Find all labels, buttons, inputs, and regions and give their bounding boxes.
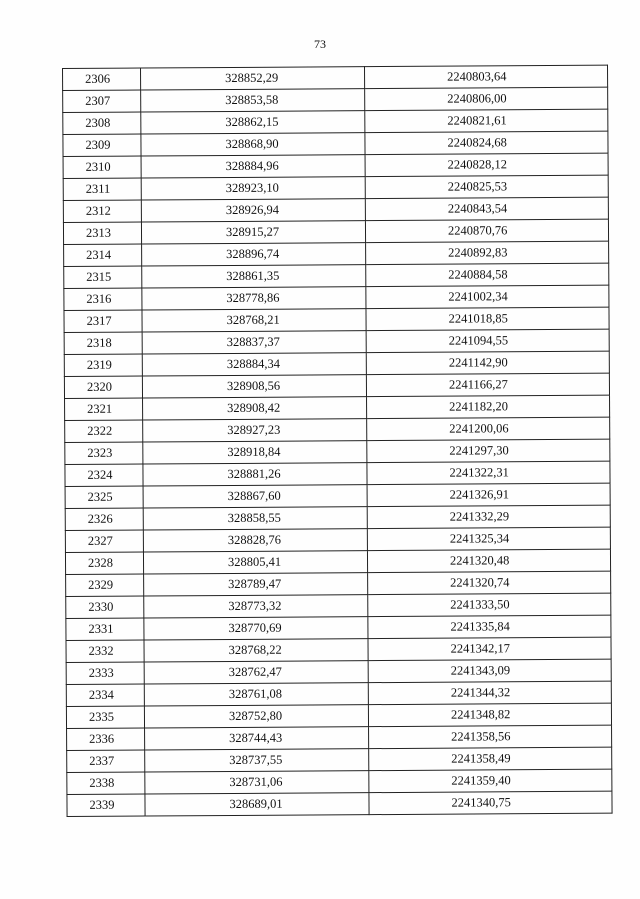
x-coordinate-cell: 328868,90 bbox=[141, 133, 365, 156]
x-coordinate-cell: 328926,94 bbox=[141, 199, 365, 222]
point-number-cell: 2336 bbox=[67, 728, 145, 750]
point-number-cell: 2330 bbox=[66, 596, 144, 618]
point-number-cell: 2322 bbox=[65, 420, 143, 442]
x-coordinate-cell: 328789,47 bbox=[144, 573, 368, 596]
x-coordinate-cell: 328762,47 bbox=[144, 661, 368, 684]
y-coordinate-cell: 2241333,50 bbox=[368, 593, 611, 616]
point-number-cell: 2311 bbox=[63, 178, 141, 200]
y-coordinate-cell: 2241094,55 bbox=[366, 329, 609, 352]
x-coordinate-cell: 328731,06 bbox=[145, 771, 369, 794]
y-coordinate-cell: 2241182,20 bbox=[367, 395, 610, 418]
point-number-cell: 2334 bbox=[66, 684, 144, 706]
x-coordinate-cell: 328915,27 bbox=[141, 221, 365, 244]
y-coordinate-cell: 2240825,53 bbox=[365, 175, 608, 198]
y-coordinate-cell: 2241358,49 bbox=[369, 747, 612, 770]
coordinates-table-body bbox=[63, 65, 613, 816]
x-coordinate-cell: 328761,08 bbox=[144, 683, 368, 706]
x-coordinate-cell: 328828,76 bbox=[143, 529, 367, 552]
point-number-cell: 2321 bbox=[65, 398, 143, 420]
point-number-cell: 2306 bbox=[63, 68, 141, 90]
x-coordinate-cell: 328884,34 bbox=[142, 353, 366, 376]
y-coordinate-cell: 2241359,40 bbox=[369, 769, 612, 792]
x-coordinate-cell: 328773,32 bbox=[144, 595, 368, 618]
point-number-cell: 2325 bbox=[65, 486, 143, 508]
page-number: 73 bbox=[314, 37, 326, 51]
y-coordinate-cell: 2240806,00 bbox=[365, 87, 608, 110]
point-number-cell: 2315 bbox=[64, 266, 142, 288]
x-coordinate-cell: 328770,69 bbox=[144, 617, 368, 640]
y-coordinate-cell: 2240821,61 bbox=[365, 109, 608, 132]
y-coordinate-cell: 2241326,91 bbox=[367, 483, 610, 506]
x-coordinate-cell: 328752,80 bbox=[144, 705, 368, 728]
y-coordinate-cell: 2241358,56 bbox=[369, 725, 612, 748]
point-number-cell: 2308 bbox=[63, 112, 141, 134]
x-coordinate-cell: 328918,84 bbox=[143, 441, 367, 464]
point-number-cell: 2307 bbox=[63, 90, 141, 112]
y-coordinate-cell: 2241332,29 bbox=[367, 505, 610, 528]
y-coordinate-cell: 2241343,09 bbox=[368, 659, 611, 682]
y-coordinate-cell: 2240870,76 bbox=[365, 219, 608, 242]
y-coordinate-cell: 2240843,54 bbox=[365, 197, 608, 220]
x-coordinate-cell: 328837,37 bbox=[142, 331, 366, 354]
x-coordinate-cell: 328744,43 bbox=[145, 727, 369, 750]
y-coordinate-cell: 2241200,06 bbox=[367, 417, 610, 440]
point-number-cell: 2318 bbox=[64, 332, 142, 354]
point-number-cell: 2326 bbox=[65, 508, 143, 530]
point-number-cell: 2314 bbox=[64, 244, 142, 266]
y-coordinate-cell: 2241342,17 bbox=[368, 637, 611, 660]
y-coordinate-cell: 2241297,30 bbox=[367, 439, 610, 462]
y-coordinate-cell: 2241002,34 bbox=[366, 285, 609, 308]
y-coordinate-cell: 2240828,12 bbox=[365, 153, 608, 176]
x-coordinate-cell: 328737,55 bbox=[145, 749, 369, 772]
x-coordinate-cell: 328852,29 bbox=[141, 67, 365, 90]
y-coordinate-cell: 2241344,32 bbox=[368, 681, 611, 704]
x-coordinate-cell: 328867,60 bbox=[143, 485, 367, 508]
y-coordinate-cell: 2240803,64 bbox=[364, 65, 607, 88]
x-coordinate-cell: 328862,15 bbox=[141, 111, 365, 134]
x-coordinate-cell: 328884,96 bbox=[141, 155, 365, 178]
x-coordinate-cell: 328896,74 bbox=[142, 243, 366, 266]
x-coordinate-cell: 328853,58 bbox=[141, 89, 365, 112]
point-number-cell: 2319 bbox=[64, 354, 142, 376]
y-coordinate-cell: 2241018,85 bbox=[366, 307, 609, 330]
x-coordinate-cell: 328881,26 bbox=[143, 463, 367, 486]
x-coordinate-cell: 328778,86 bbox=[142, 287, 366, 310]
y-coordinate-cell: 2241322,31 bbox=[367, 461, 610, 484]
point-number-cell: 2338 bbox=[67, 772, 145, 794]
y-coordinate-cell: 2241348,82 bbox=[368, 703, 611, 726]
y-coordinate-cell: 2241166,27 bbox=[366, 373, 609, 396]
x-coordinate-cell: 328858,55 bbox=[143, 507, 367, 530]
x-coordinate-cell: 328768,21 bbox=[142, 309, 366, 332]
point-number-cell: 2323 bbox=[65, 442, 143, 464]
point-number-cell: 2333 bbox=[66, 662, 144, 684]
y-coordinate-cell: 2241325,34 bbox=[367, 527, 610, 550]
y-coordinate-cell: 2241320,48 bbox=[367, 549, 610, 572]
y-coordinate-cell: 2241142,90 bbox=[366, 351, 609, 374]
y-coordinate-cell: 2241335,84 bbox=[368, 615, 611, 638]
x-coordinate-cell: 328923,10 bbox=[141, 177, 365, 200]
point-number-cell: 2328 bbox=[65, 552, 143, 574]
x-coordinate-cell: 328908,56 bbox=[142, 375, 366, 398]
point-number-cell: 2313 bbox=[63, 222, 141, 244]
y-coordinate-cell: 2240892,83 bbox=[366, 241, 609, 264]
point-number-cell: 2327 bbox=[65, 530, 143, 552]
point-number-cell: 2331 bbox=[66, 618, 144, 640]
point-number-cell: 2337 bbox=[67, 750, 145, 772]
y-coordinate-cell: 2241340,75 bbox=[369, 791, 612, 814]
x-coordinate-cell: 328927,23 bbox=[143, 419, 367, 442]
point-number-cell: 2329 bbox=[66, 574, 144, 596]
point-number-cell: 2332 bbox=[66, 640, 144, 662]
x-coordinate-cell: 328861,35 bbox=[142, 265, 366, 288]
point-number-cell: 2335 bbox=[66, 706, 144, 728]
coordinates-table bbox=[62, 65, 613, 817]
table-row bbox=[67, 791, 612, 816]
x-coordinate-cell: 328908,42 bbox=[143, 397, 367, 420]
point-number-cell: 2317 bbox=[64, 310, 142, 332]
point-number-cell: 2316 bbox=[64, 288, 142, 310]
point-number-cell: 2312 bbox=[63, 200, 141, 222]
point-number-cell: 2339 bbox=[67, 794, 145, 816]
y-coordinate-cell: 2240824,68 bbox=[365, 131, 608, 154]
x-coordinate-cell: 328689,01 bbox=[145, 793, 369, 816]
point-number-cell: 2309 bbox=[63, 134, 141, 156]
y-coordinate-cell: 2241320,74 bbox=[368, 571, 611, 594]
point-number-cell: 2324 bbox=[65, 464, 143, 486]
x-coordinate-cell: 328805,41 bbox=[143, 551, 367, 574]
point-number-cell: 2310 bbox=[63, 156, 141, 178]
y-coordinate-cell: 2240884,58 bbox=[366, 263, 609, 286]
x-coordinate-cell: 328768,22 bbox=[144, 639, 368, 662]
point-number-cell: 2320 bbox=[64, 376, 142, 398]
